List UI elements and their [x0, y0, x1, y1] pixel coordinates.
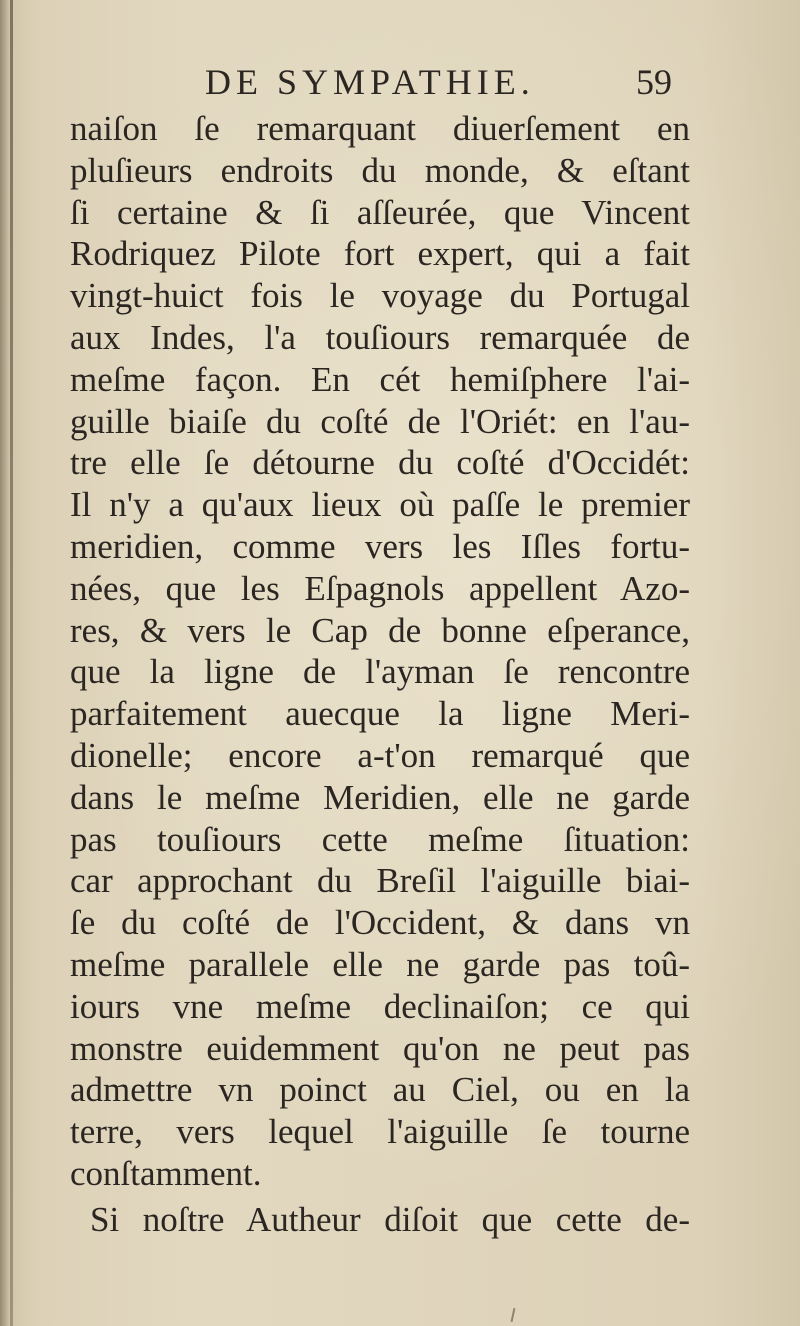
- text-line: meridien, comme vers les Iſles fortu-: [70, 526, 690, 566]
- text-line: meſme parallele elle ne garde pas toû-: [70, 944, 690, 984]
- text-line: meſme façon. En cét hemiſphere l'ai-: [70, 359, 690, 399]
- text-line: Il n'y a qu'aux lieux où paſſe le premier: [70, 485, 690, 525]
- text-line: res, & vers le Cap de bonne eſperance,: [70, 610, 690, 650]
- text-line: tre elle ſe détourne du coſté d'Occidét:: [70, 443, 690, 483]
- body-text: [70, 108, 690, 1241]
- text-line: vingt-huict fois le voyage du Portugal: [70, 276, 690, 316]
- text-line: iours vne meſme declinaiſon; ce qui: [70, 986, 690, 1026]
- text-line: dans le meſme Meridien, elle ne garde: [70, 777, 690, 817]
- text-line: monstre euidemment qu'on ne peut pas: [70, 1028, 690, 1068]
- text-line: que la ligne de l'ayman ſe rencontre: [70, 652, 690, 692]
- text-line: guille biaiſe du coſté de l'Oriét: en l'au-: [70, 401, 690, 441]
- text-line-paragraph-end: conſtamment.: [70, 1153, 262, 1193]
- running-head: DE SYMPATHIE.: [205, 62, 535, 102]
- text-line: aux Indes, l'a touſiours remarquée de: [70, 317, 690, 357]
- gutter-shadow: [0, 0, 10, 1326]
- text-line: ſe du coſté de l'Occident, & dans vn: [70, 903, 690, 943]
- text-line: terre, vers lequel l'aiguille ſe tourne: [70, 1112, 690, 1152]
- page-header: [0, 55, 800, 105]
- text-line-paragraph-start: Si noſtre Autheur diſoit que cette de-: [90, 1199, 690, 1239]
- text-line: nées, que les Eſpagnols appellent Azo-: [70, 568, 690, 608]
- text-line: car approchant du Breſil l'aiguille biai-: [70, 861, 690, 901]
- text-line: parfaitement auecque la ligne Meri-: [70, 694, 690, 734]
- text-line: admettre vn poinct au Ciel, ou en la: [70, 1070, 690, 1110]
- text-line: pluſieurs endroits du monde, & eſtant: [70, 150, 690, 190]
- text-line: ſi certaine & ſi aſſeurée, que Vincent: [70, 192, 690, 232]
- text-line: Rodriquez Pilote fort expert, qui a fait: [70, 234, 690, 274]
- page-number: 59: [636, 62, 672, 102]
- text-line: naiſon ſe remarquant diuerſement en: [70, 109, 690, 148]
- ink-mark: [511, 1308, 516, 1322]
- text-line: dionelle; encore a-t'on remarqué que: [70, 735, 690, 775]
- text-line: pas touſiours cette meſme ſituation:: [70, 819, 690, 859]
- gutter-edge: [10, 0, 13, 1326]
